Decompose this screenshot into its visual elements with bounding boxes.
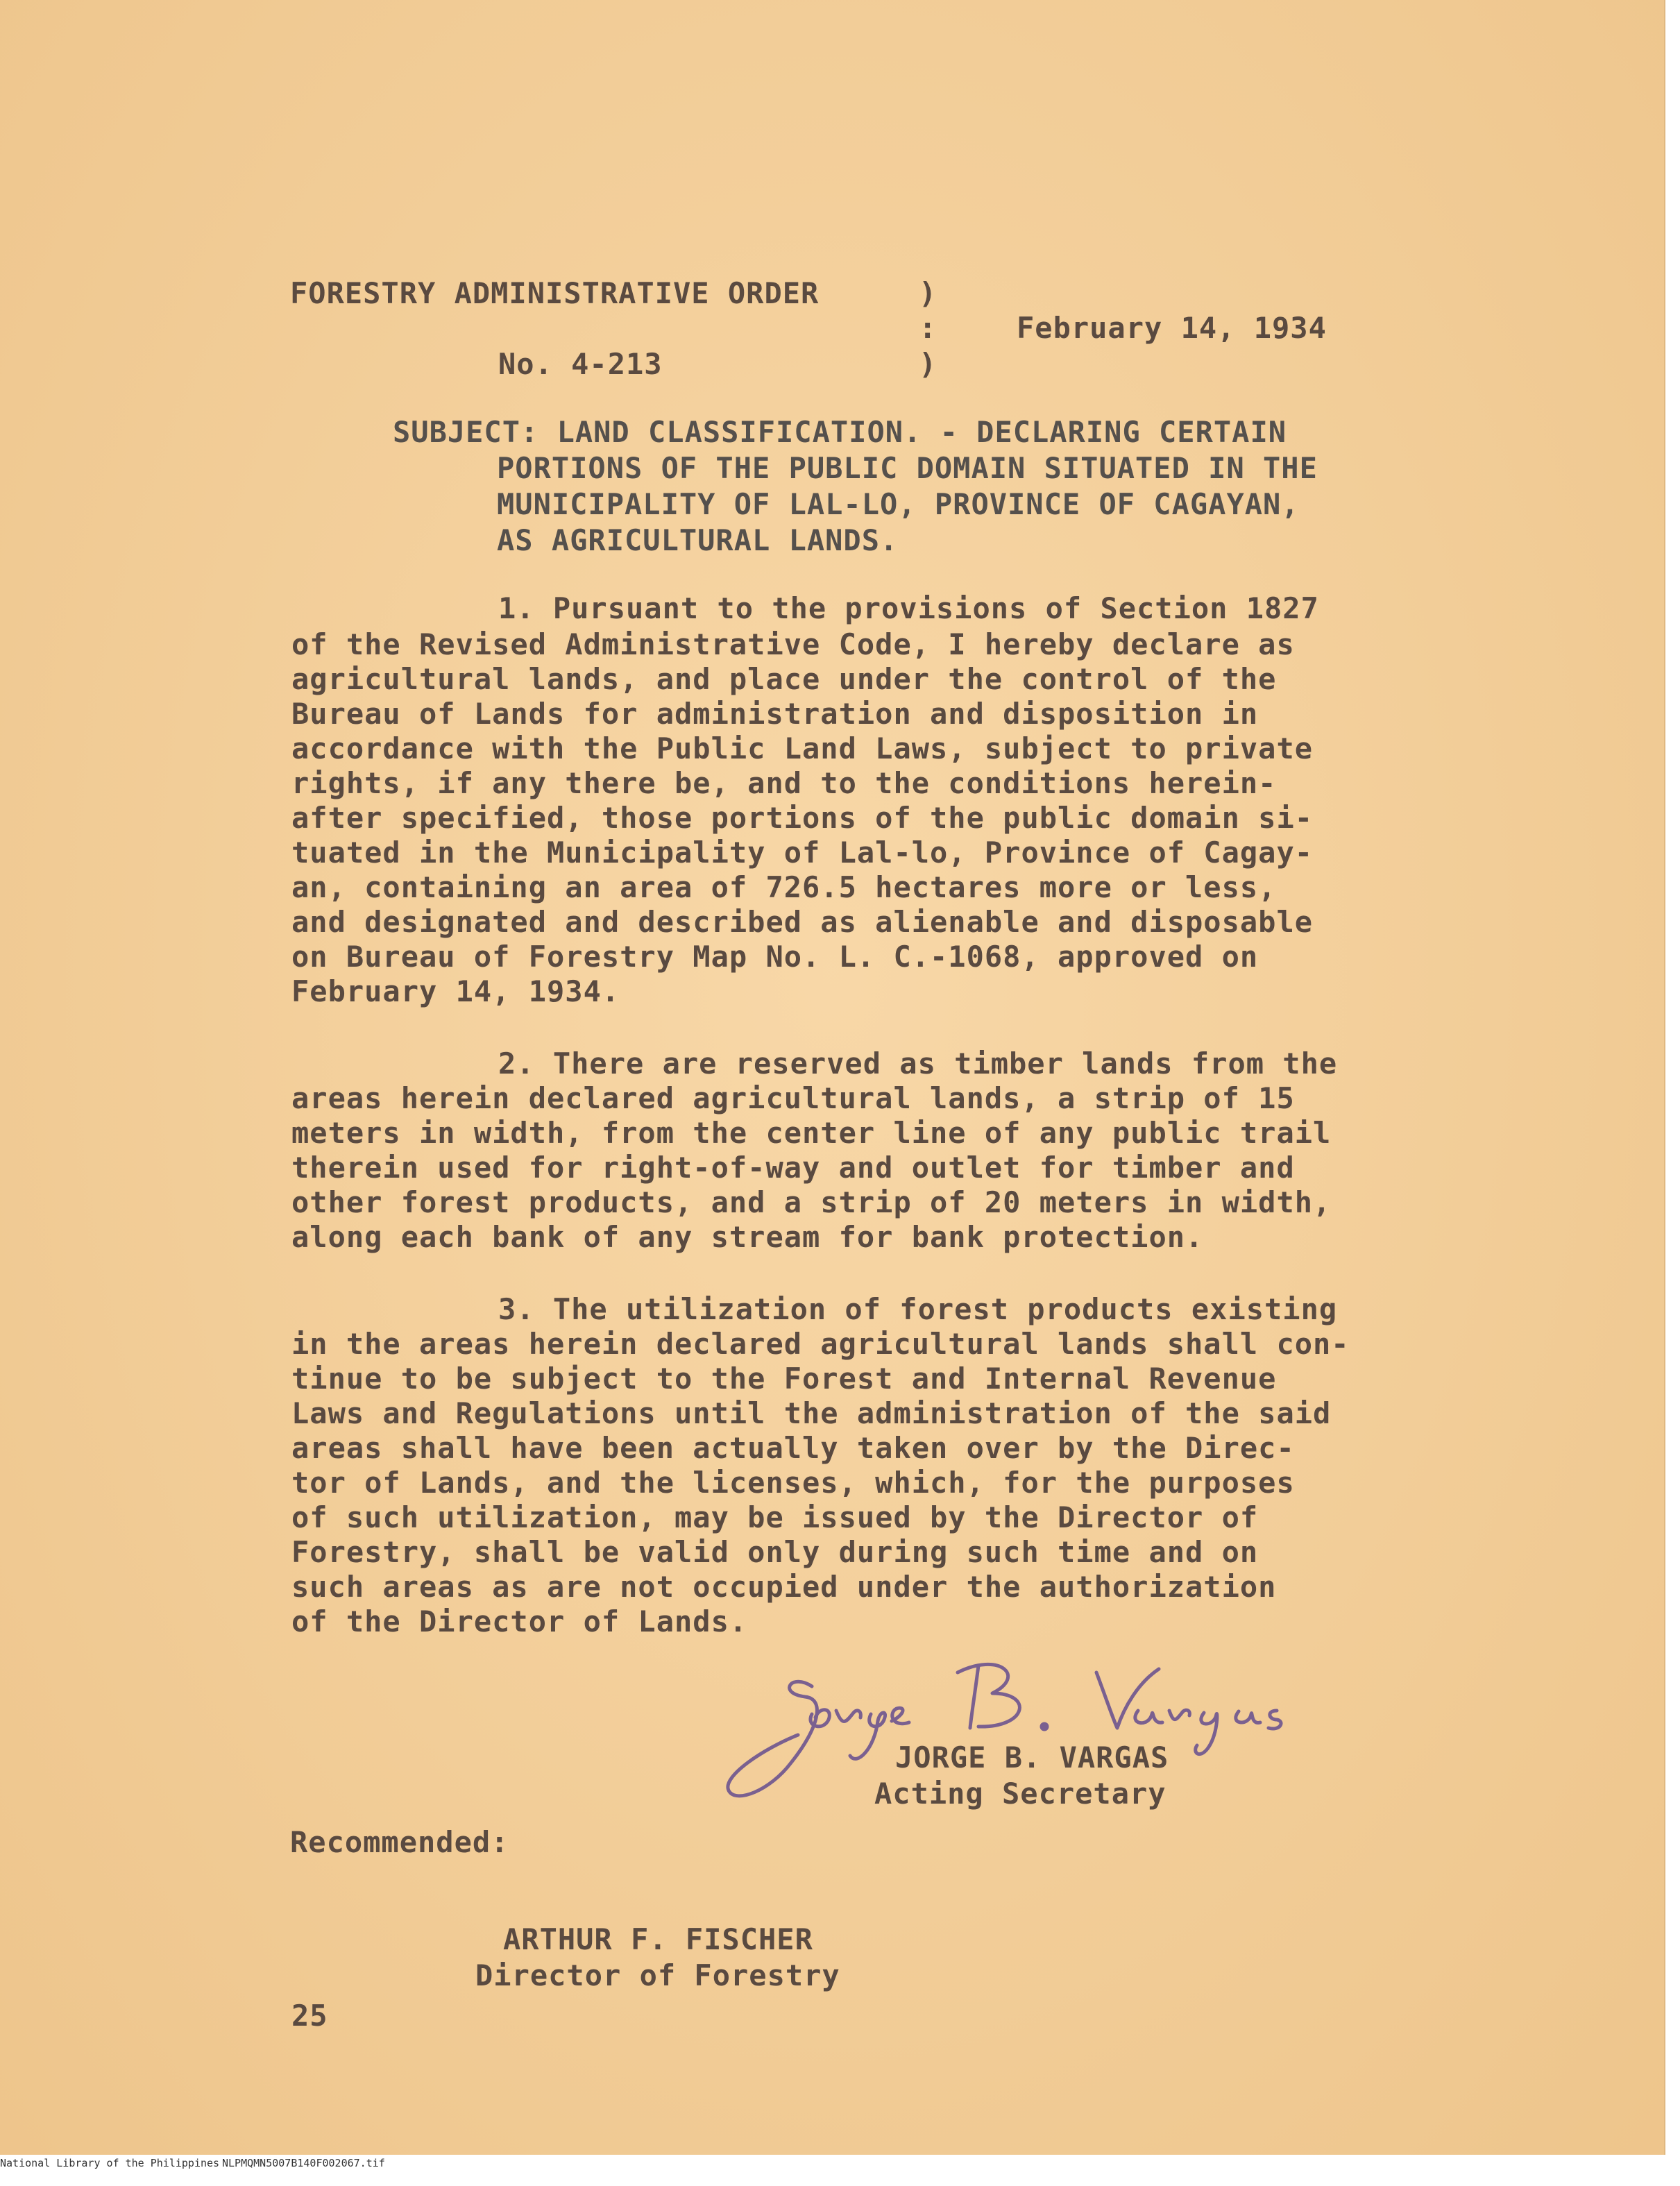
footer-library: National Library of the Philippines <box>0 2157 220 2169</box>
signatory-title: Acting Secretary <box>874 1777 1166 1811</box>
body-line: 3. The utilization of forest products existing <box>498 1292 1338 1326</box>
body-line: tuated in the Municipality of Lal-lo, Province of Cagay- <box>291 836 1314 870</box>
body-line: agricultural lands, and place under the control of the <box>291 662 1277 696</box>
body-line: Laws and Regulations until the administration of the said <box>291 1396 1332 1430</box>
body-line: of such utilization, may be issued by the Director of <box>291 1500 1259 1534</box>
body-line: on Bureau of Forestry Map No. L. C.-1068, approved on <box>291 940 1259 974</box>
body-line: of the Revised Administrative Code, I hereby declare as <box>291 627 1295 661</box>
body-line: rights, if any there be, and to the conditions herein- <box>291 766 1277 800</box>
subject-line: AS AGRICULTURAL LANDS. <box>497 523 899 557</box>
body-line: areas herein declared agricultural lands, a strip of 15 <box>291 1081 1295 1115</box>
recommender-title: Director of Forestry <box>475 1958 840 1992</box>
order-title: FORESTRY ADMINISTRATIVE ORDER <box>290 276 820 310</box>
order-date: February 14, 1934 <box>1017 311 1327 345</box>
body-line: in the areas herein declared agricultural lands shall con- <box>291 1327 1350 1361</box>
subject-line: PORTIONS OF THE PUBLIC DOMAIN SITUATED IN THE <box>497 451 1318 485</box>
subject-line: SUBJECT: LAND CLASSIFICATION. - DECLARING CERTAIN <box>393 415 1287 449</box>
scan-footer <box>0 2157 1680 2186</box>
body-line: meters in width, from the center line of any public trail <box>291 1116 1332 1150</box>
body-line: areas shall have been actually taken over by the Direc- <box>291 1431 1295 1465</box>
body-line: tor of Lands, and the licenses, which, for the purposes <box>291 1466 1295 1500</box>
body-line: therein used for right-of-way and outlet for timber and <box>291 1151 1295 1185</box>
paren-top: ) <box>919 276 937 310</box>
body-line: along each bank of any stream for bank protection. <box>291 1220 1204 1254</box>
page-number: 25 <box>291 1999 328 2033</box>
body-line: an, containing an area of 726.5 hectares more or less, <box>291 870 1277 904</box>
recommender-name: ARTHUR F. FISCHER <box>503 1922 813 1956</box>
body-line: tinue to be subject to the Forest and Internal Revenue <box>291 1362 1277 1396</box>
body-line: after specified, those portions of the public domain si- <box>291 801 1314 835</box>
signatory-name: JORGE B. VARGAS <box>895 1740 1169 1774</box>
paren-bottom: ) <box>919 347 937 381</box>
body-line: and designated and described as alienable and disposable <box>291 905 1314 939</box>
paren-mid: : <box>919 311 937 345</box>
recommended-label: Recommended: <box>290 1825 509 1859</box>
footer-file-id: NLPMQMN5007B140F002067.tif <box>222 2157 385 2169</box>
body-line: February 14, 1934. <box>291 974 620 1008</box>
body-line: such areas as are not occupied under the authorization <box>291 1570 1277 1604</box>
order-number: No. 4-213 <box>498 347 663 381</box>
body-line: Forestry, shall be valid only during such time and on <box>291 1535 1259 1569</box>
body-line: of the Director of Lands. <box>291 1604 748 1638</box>
body-line: 1. Pursuant to the provisions of Section 1827 <box>498 591 1319 625</box>
subject-line: MUNICIPALITY OF LAL-LO, PROVINCE OF CAGAYAN, <box>497 487 1300 521</box>
body-line: accordance with the Public Land Laws, subject to private <box>291 731 1314 765</box>
body-line: 2. There are reserved as timber lands from the <box>498 1047 1338 1081</box>
body-line: Bureau of Lands for administration and disposition in <box>291 697 1259 731</box>
body-line: other forest products, and a strip of 20 meters in width, <box>291 1185 1332 1219</box>
